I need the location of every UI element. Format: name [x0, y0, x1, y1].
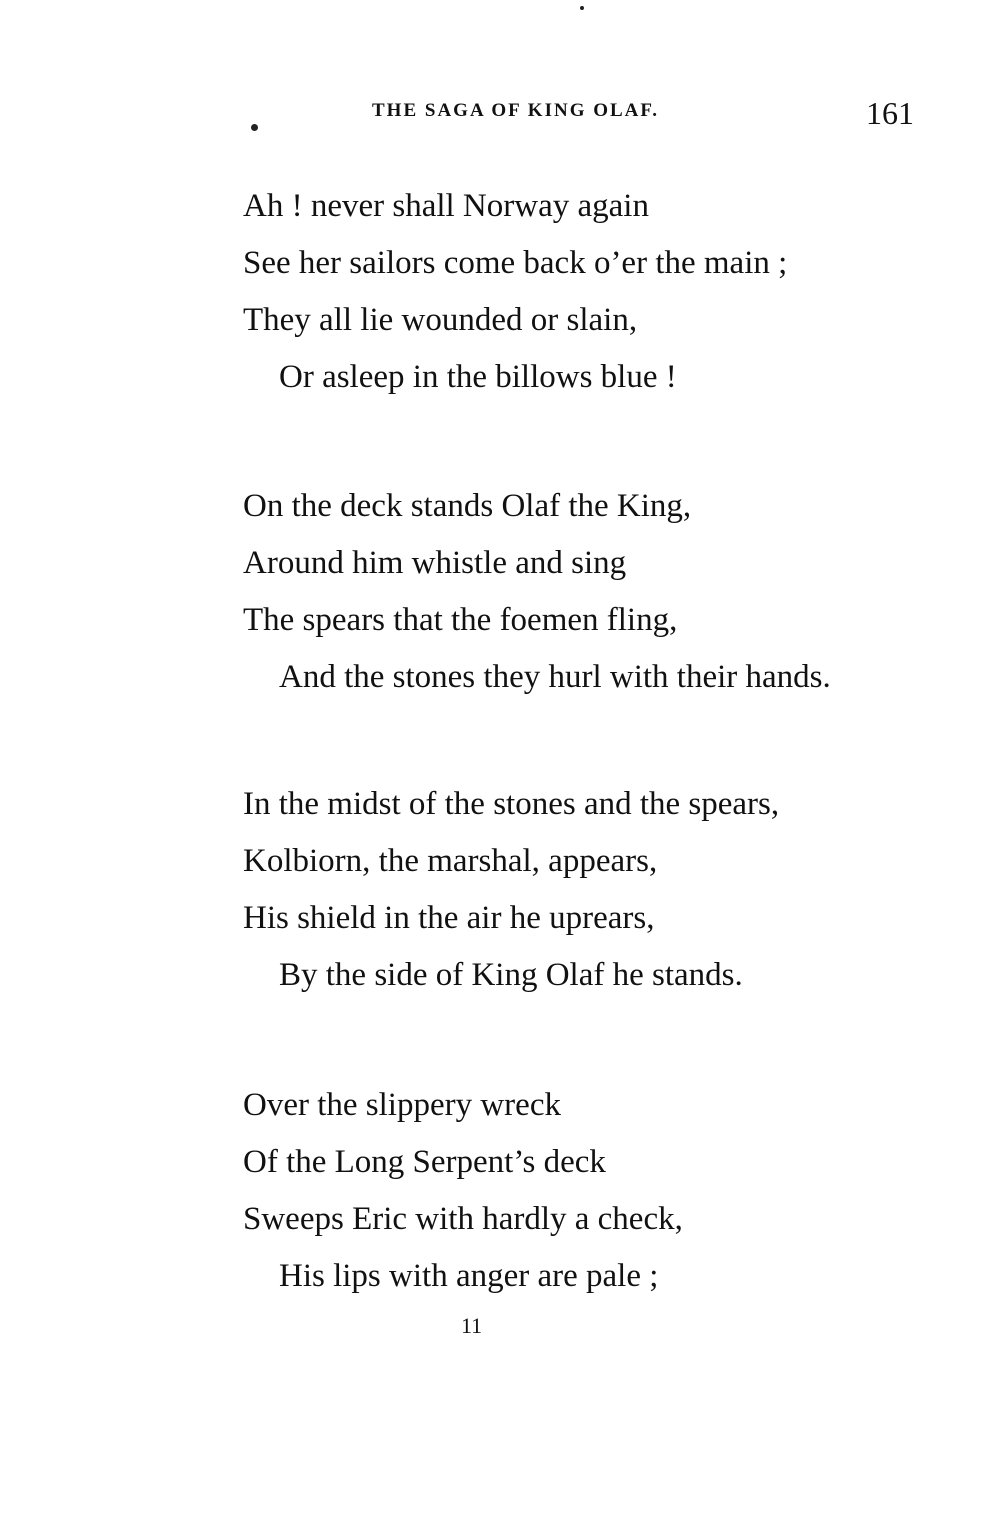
verse-line: The spears that the foemen fling, [243, 602, 678, 638]
verse-line: By the side of King Olaf he stands. [279, 957, 743, 993]
verse-line: Or asleep in the billows blue ! [279, 359, 677, 395]
verse-line: His lips with anger are pale ; [279, 1258, 659, 1294]
verse-line: Of the Long Serpent’s deck [243, 1144, 606, 1180]
print-speck [580, 6, 584, 10]
signature-mark: 11 [461, 1313, 483, 1338]
verse-line: Kolbiorn, the marshal, appears, [243, 843, 658, 879]
verse-line: And the stones they hurl with their hands. [279, 659, 831, 695]
verse-line: Ah ! never shall Norway again [243, 188, 649, 224]
verse-line: Sweeps Eric with hardly a check, [243, 1201, 683, 1237]
running-title: THE SAGA OF KING OLAF. [372, 100, 660, 121]
verse-line: His shield in the air he uprears, [243, 900, 655, 936]
verse-line: On the deck stands Olaf the King, [243, 488, 692, 524]
verse-line: They all lie wounded or slain, [243, 302, 638, 338]
verse-line: Over the slippery wreck [243, 1087, 561, 1123]
verse-line: See her sailors come back o’er the main ; [243, 245, 788, 281]
verse-line: Around him whistle and sing [243, 545, 627, 581]
verse-line: In the midst of the stones and the spears, [243, 786, 780, 822]
print-speck [251, 124, 258, 131]
page-number: 161 [866, 95, 914, 131]
